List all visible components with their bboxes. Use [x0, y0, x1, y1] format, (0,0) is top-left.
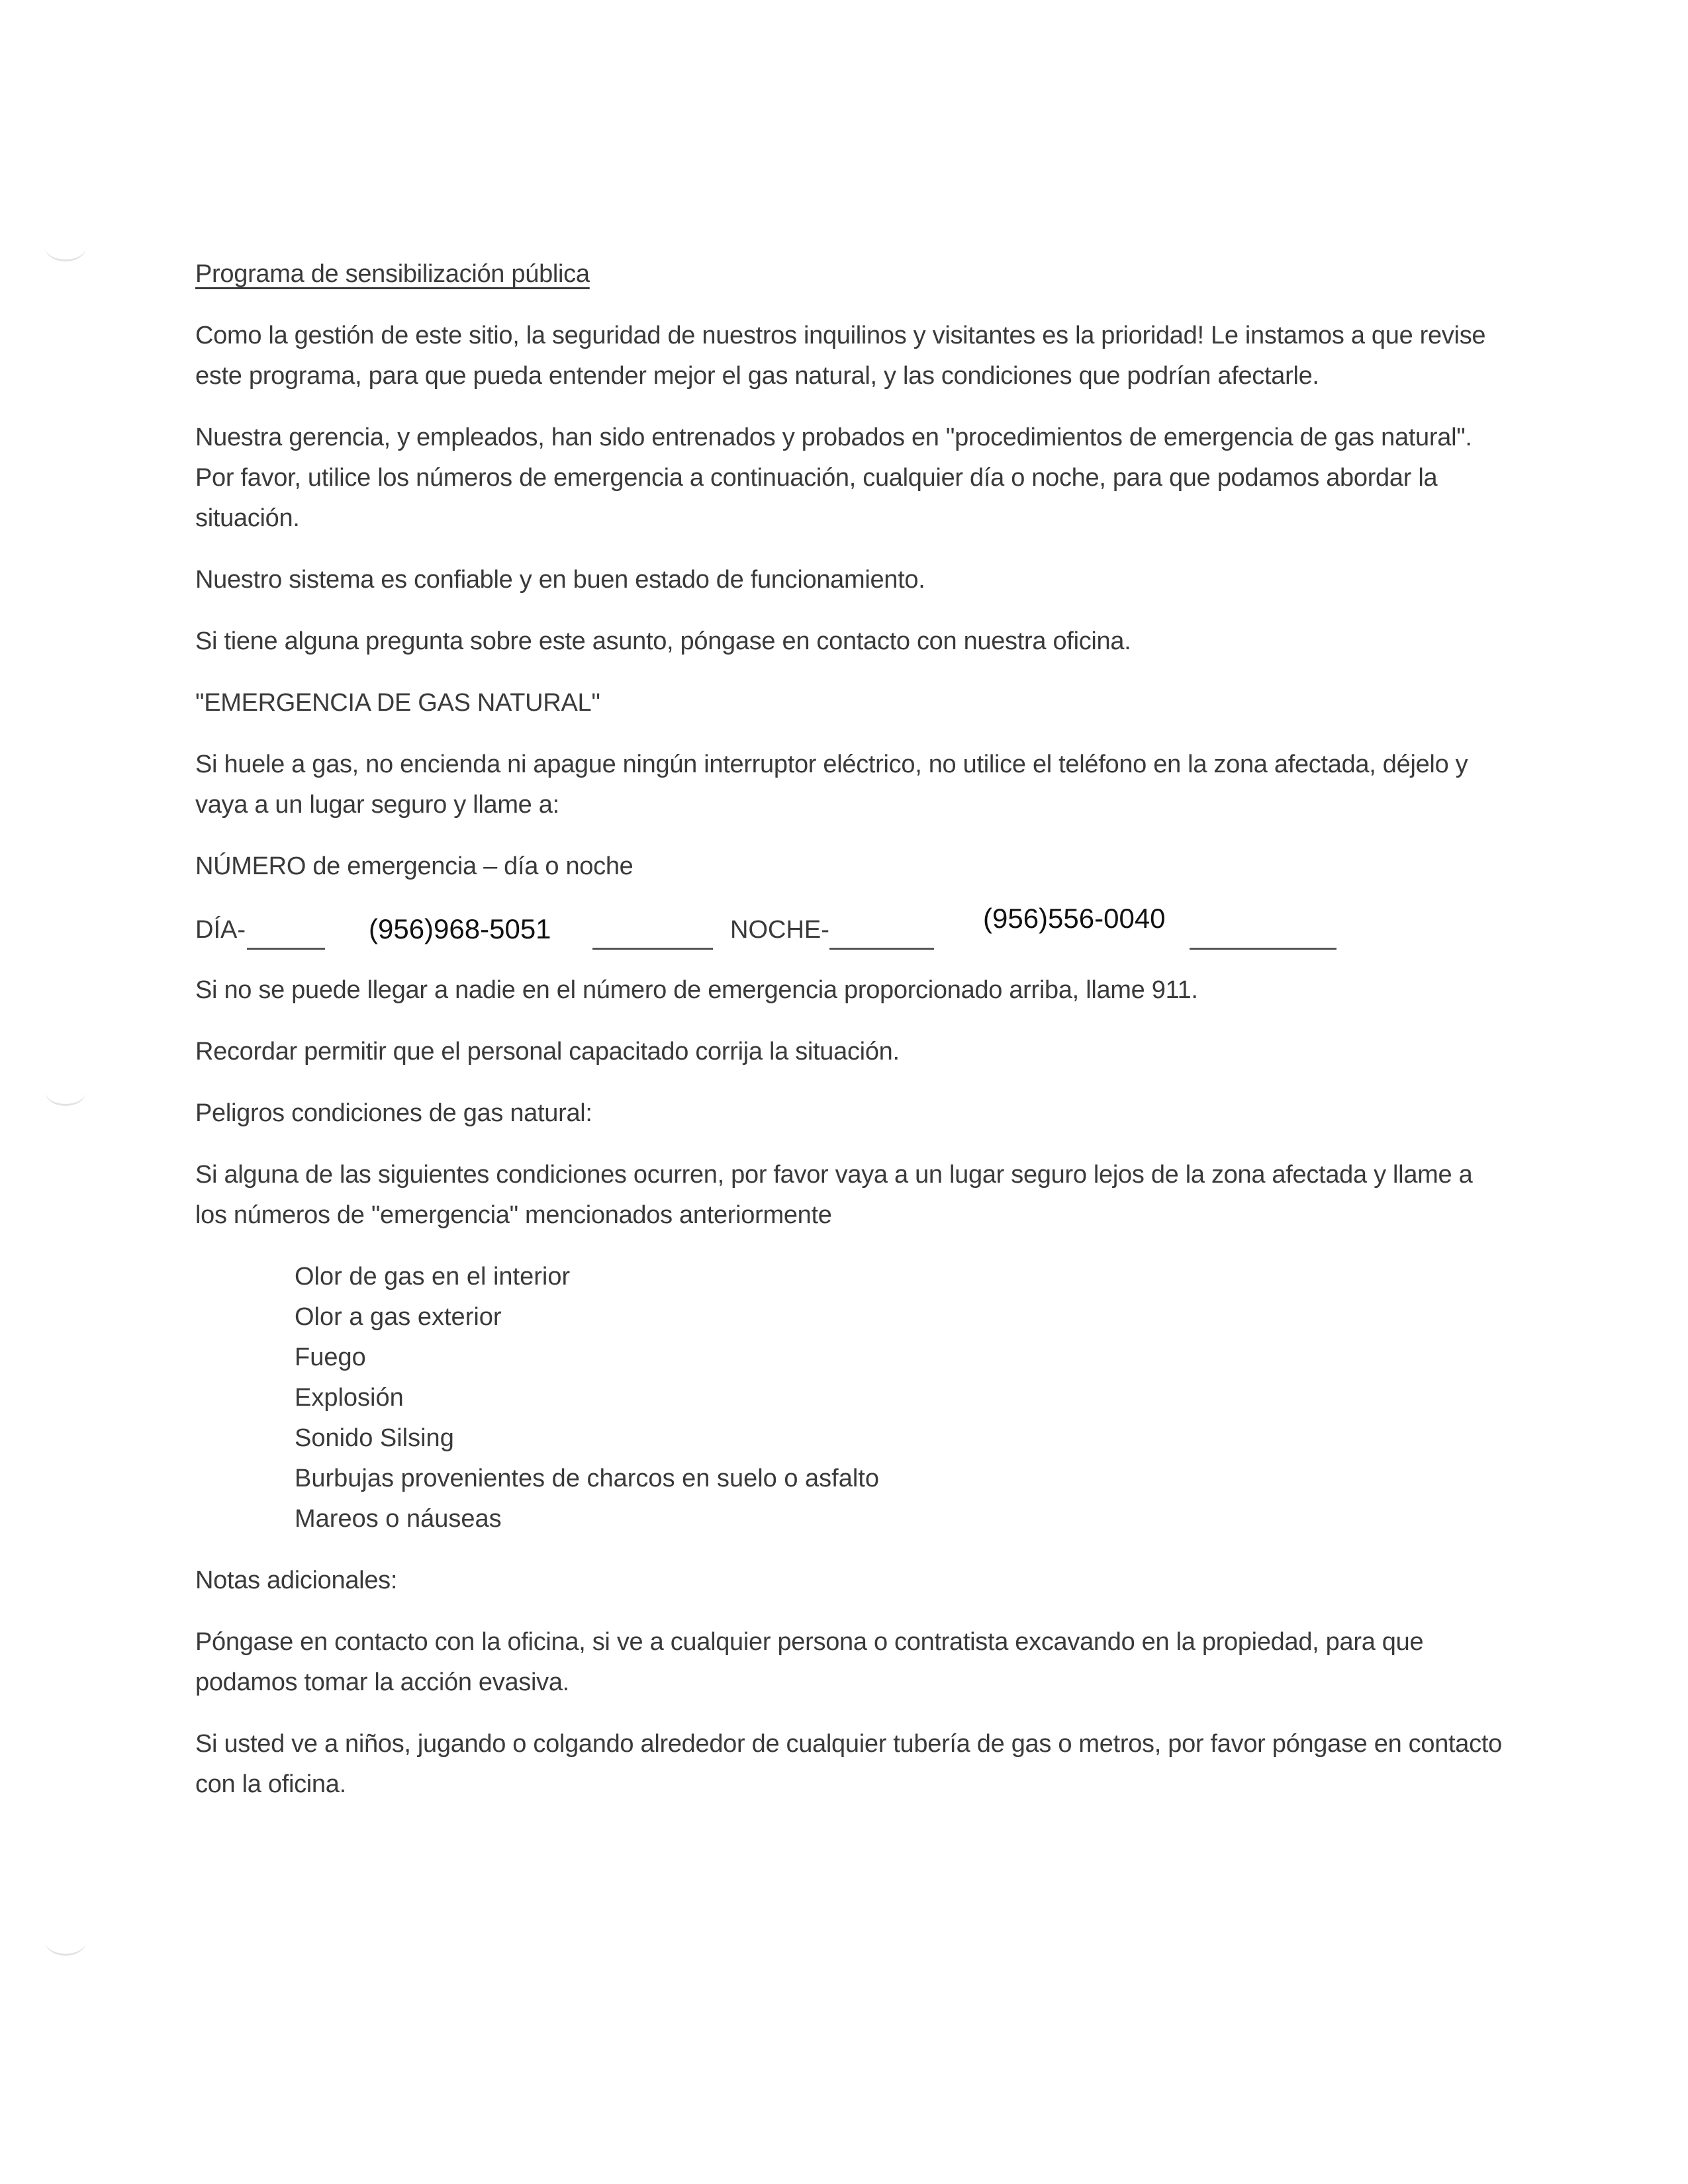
conditions-list	[295, 1257, 1506, 1539]
document-title: Programa de sensibilización pública	[195, 260, 590, 288]
condition-item: Burbujas provenientes de charcos en suelo o asfalto	[295, 1465, 879, 1492]
day-phone-number: (956)968-5051	[369, 913, 551, 944]
notes-children: Si usted ve a niños, jugando o colgando alrededor de cualquier tubería de gas o metros, por favor póngase en contacto con la oficina.	[195, 1730, 1502, 1798]
emergency-number-label: NÚMERO de emergencia – día o noche	[195, 852, 633, 880]
night-label: NOCHE-	[730, 916, 829, 944]
no-answer-paragraph: Si no se puede llegar a nadie en el número de emergencia proporcionado arriba, llame 911.	[195, 976, 1198, 1004]
night-blank-line	[829, 948, 934, 950]
conditions-intro: Si alguna de las siguientes condiciones ocurren, por favor vaya a un lugar seguro lejos de la zona afectada y llame a los números de "emergencia" mencionados anteriormente	[195, 1161, 1473, 1229]
punch-hole-mark	[45, 233, 86, 261]
condition-item: Sonido Silsing	[295, 1424, 454, 1452]
remember-paragraph: Recordar permitir que el personal capacitado corrija la situación.	[195, 1038, 900, 1066]
system-paragraph: Nuestro sistema es confiable y en buen estado de funcionamiento.	[195, 566, 925, 594]
night-blank-line-trailing	[1190, 948, 1336, 950]
condition-item: Olor a gas exterior	[295, 1303, 502, 1331]
emergency-phones-row	[195, 903, 1506, 961]
condition-item: Mareos o náuseas	[295, 1505, 502, 1533]
punch-hole-mark	[45, 1927, 86, 1956]
day-blank-line	[247, 948, 325, 950]
day-blank-line-trailing	[592, 948, 713, 950]
dangers-heading: Peligros condiciones de gas natural:	[195, 1099, 592, 1127]
night-phone-number: (956)556-0040	[983, 903, 1166, 934]
intro-paragraph: Como la gestión de este sitio, la seguridad de nuestros inquilinos y visitantes es la prioridad! Le instamos a que revise este programa, para que pueda entender mejor el gas natural, y las condiciones que podrían afectarle.	[195, 322, 1486, 390]
document-body	[195, 254, 1506, 1826]
smell-instructions: Si huele a gas, no encienda ni apague ningún interruptor eléctrico, no utilice el teléfono en la zona afectada, déjelo y vaya a un lugar seguro y llame a:	[195, 751, 1468, 819]
punch-hole-mark	[45, 1077, 86, 1106]
condition-item: Fuego	[295, 1343, 366, 1371]
questions-paragraph: Si tiene alguna pregunta sobre este asunto, póngase en contacto con nuestra oficina.	[195, 627, 1131, 655]
condition-item: Explosión	[295, 1384, 404, 1412]
day-label: DÍA-	[195, 916, 246, 944]
notes-heading: Notas adicionales:	[195, 1567, 398, 1594]
condition-item: Olor de gas en el interior	[295, 1263, 571, 1291]
emergency-heading: "EMERGENCIA DE GAS NATURAL"	[195, 689, 600, 717]
training-paragraph: Nuestra gerencia, y empleados, han sido entrenados y probados en "procedimientos de emergencia de gas natural". Por favor, utilice los números de emergencia a continuación, cualquier día o noche, para que podamos abordar la situación.	[195, 424, 1472, 532]
notes-digging: Póngase en contacto con la oficina, si ve a cualquier persona o contratista excavando en la propiedad, para que podamos tomar la acción evasiva.	[195, 1628, 1424, 1696]
